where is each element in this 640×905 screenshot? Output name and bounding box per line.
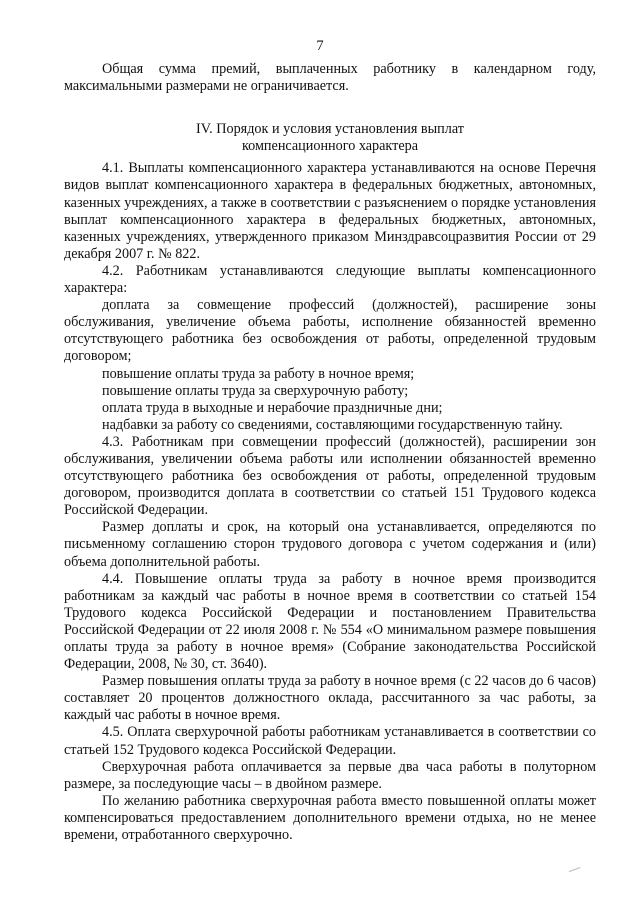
document-body xyxy=(64,61,596,844)
paragraph-4-4: 4.4. Повышение оплаты труда за работу в ночное время производится работникам за каждый час работы в ночное время в соответствии со статьей 154 Трудового кодекса Российской Федерации и постановлением Правительства Российской Федерации от 22 июля 2008 г. № 554 «О минимальном размере повышения оплаты труда за работу в ночное время» (Собрание законодательства Российской Федерации, 2008, № 30, ст. 3640). xyxy=(64,570,596,673)
list-item-night-work: повышение оплаты труда за работу в ночное время; xyxy=(102,365,415,382)
paragraph-4-1: 4.1. Выплаты компенсационного характера устанавливаются на основе Перечня видов выплат компенсационного характера в федеральных бюджетных, автономных, казенных учреждениях, а также в соответствии с разъяснением о порядке установления выплат компенсационного характера в федеральных бюджетных, автономных, казенных учреждениях, утвержденного приказом Минздравсоцразвития России от 29 декабря 2007 г. № 822. xyxy=(64,160,596,262)
list-item-state-secret: надбавки за работу со сведениями, составляющими государственную тайну. xyxy=(102,416,563,433)
scan-mark xyxy=(569,867,581,874)
section-title-line-2: компенсационного характера xyxy=(241,138,419,155)
paragraph-4-2: 4.2. Работникам устанавливаются следующие выплаты компенсационного характера: xyxy=(64,262,596,297)
section-title-line-1: IV. Порядок и условия установления выплат xyxy=(196,121,464,138)
list-item-combination: доплата за совмещение профессий (должностей), расширение зоны обслуживания, увеличение объема работы, исполнение обязанностей временно отсутствующего работника без освобождения от работы, определенной трудовым договором; xyxy=(64,297,596,365)
paragraph-4-3-amount: Размер доплаты и срок, на который она устанавливается, определяются по письменному соглашению сторон трудового договора с учетом содержания и (или) объема дополнительной работы. xyxy=(64,519,596,570)
paragraph-4-4-amount: Размер повышения оплаты труда за работу в ночное время (с 22 часов до 6 часов) составляет 20 процентов должностного оклада, рассчитанного за час работы, за каждый час работы в ночное время. xyxy=(64,673,596,724)
paragraph-4-5: 4.5. Оплата сверхурочной работы работникам устанавливается в соответствии со статьей 152 Трудового кодекса Российской Федерации. xyxy=(64,724,596,758)
paragraph-4-3: 4.3. Работникам при совмещении профессий (должностей), расширении зон обслуживания, увеличении объема работы или исполнении обязанностей временно отсутствующего работника без освобождения от работы, определенной трудовым договором, производится доплата в соответствии со статьей 151 Трудового кодекса Российской Федерации. xyxy=(64,433,596,519)
paragraph-4-5-rates: Сверхурочная работа оплачивается за первые два часа работы в полуторном размере, за последующие часы – в двойном размере. xyxy=(64,758,596,792)
list-item-overtime: повышение оплаты труда за сверхурочную работу; xyxy=(102,382,409,399)
list-item-holidays: оплата труда в выходные и нерабочие праздничные дни; xyxy=(102,399,443,416)
intro-paragraph: Общая сумма премий, выплаченных работнику в календарном году, максимальными размерами не ограничивается. xyxy=(64,61,596,95)
paragraph-4-5-compensation: По желанию работника сверхурочная работа вместо повышенной оплаты может компенсироваться предоставлением дополнительного времени отдыха, но не менее времени, отработанного сверхурочно. xyxy=(64,792,596,844)
page-number: 7 xyxy=(316,38,324,54)
